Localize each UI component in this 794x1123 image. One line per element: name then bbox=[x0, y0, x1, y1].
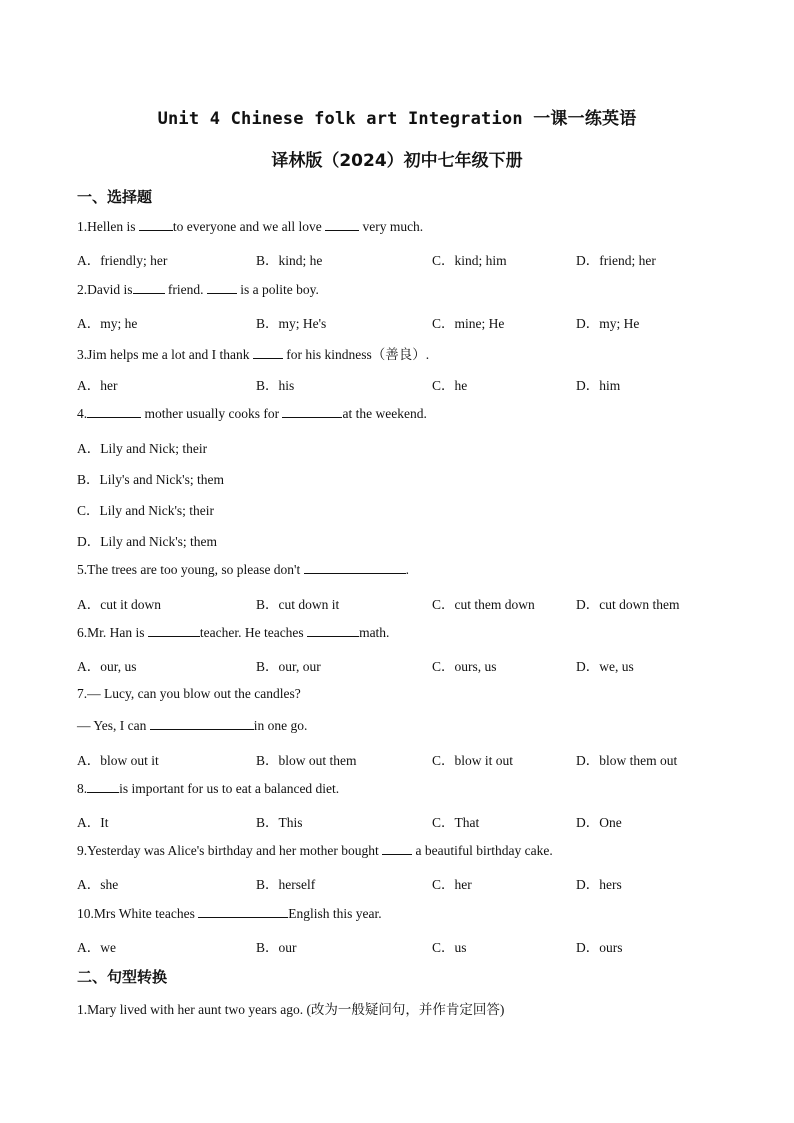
q9-option-d: D．hers bbox=[576, 877, 622, 892]
answer-blank bbox=[253, 346, 283, 359]
q2-option-a: A．my; he bbox=[77, 316, 138, 331]
q9-option-b: B．herself bbox=[256, 877, 316, 892]
q9-text-a: 9.Yesterday was Alice's birthday and her mother bought bbox=[77, 843, 383, 858]
q9-text-b: a beautiful birthday cake. bbox=[412, 843, 553, 858]
answer-blank bbox=[87, 405, 141, 418]
answer-blank bbox=[150, 717, 254, 730]
q9-option-a: A．she bbox=[77, 877, 119, 892]
answer-blank bbox=[307, 624, 359, 637]
q4-text-a: 4. bbox=[77, 406, 88, 421]
q1-text-c: very much. bbox=[359, 219, 424, 234]
q1-text-b: to everyone and we all love bbox=[172, 219, 326, 234]
q5-option-d: D．cut down them bbox=[576, 597, 680, 612]
q2-option-c: C．mine; He bbox=[432, 316, 505, 331]
q3-text-a: 3.Jim helps me a lot and I thank bbox=[77, 347, 253, 362]
q1-option-d: D．friend; her bbox=[576, 253, 656, 268]
question-2 bbox=[77, 281, 319, 298]
q10-option-d: D．ours bbox=[576, 940, 623, 955]
q5-option-a: A．cut it down bbox=[77, 597, 161, 612]
q7-option-d: D．blow them out bbox=[576, 753, 678, 768]
answer-blank bbox=[139, 218, 173, 231]
q6-text-b: teacher. He teaches bbox=[199, 625, 308, 640]
q3-text-b: for his kindness（善良）. bbox=[282, 347, 430, 362]
q6-option-d: D．we, us bbox=[576, 659, 634, 674]
q2-text-c: is a polite boy. bbox=[236, 282, 319, 297]
answer-blank bbox=[207, 281, 237, 294]
question-7-line-2 bbox=[77, 717, 307, 734]
q8-option-c: C．That bbox=[432, 815, 480, 830]
section-heading-choice: 一、选择题 bbox=[77, 188, 153, 206]
q5-text-a: 5.The trees are too young, so please don't bbox=[77, 562, 304, 577]
answer-blank bbox=[304, 561, 406, 574]
question-7-line-1: 7.— Lucy, can you blow out the candles? bbox=[77, 686, 301, 701]
question-6 bbox=[77, 624, 389, 641]
q8-text-b: is important for us to eat a balanced diet. bbox=[119, 781, 340, 796]
q6-text-a: 6.Mr. Han is bbox=[77, 625, 148, 640]
q10-text-a: 10.Mrs White teaches bbox=[77, 906, 199, 921]
title-line-1: Unit 4 Chinese folk art Integration 一课一练英语 bbox=[157, 109, 637, 129]
q3-option-c: C．he bbox=[432, 378, 468, 393]
question-5 bbox=[77, 561, 409, 578]
q7-text-b: in one go. bbox=[253, 718, 308, 733]
q3-option-d: D．him bbox=[576, 378, 621, 393]
answer-blank bbox=[87, 780, 119, 793]
q1-option-b: B．kind; he bbox=[256, 253, 323, 268]
q5-option-b: B．cut down it bbox=[256, 597, 340, 612]
q2-text-a: 2.David is bbox=[77, 282, 133, 297]
q7-option-b: B．blow out them bbox=[256, 753, 357, 768]
section-heading-transform: 二、句型转换 bbox=[77, 968, 168, 986]
transform-question-1: 1.Mary lived with her aunt two years ago. (改为一般疑问句，并作肯定回答) bbox=[77, 1002, 505, 1017]
q2-option-b: B．my; He's bbox=[256, 316, 327, 331]
q7-text-a: — Yes, I can bbox=[77, 718, 150, 733]
q8-text-a: 8. bbox=[77, 781, 88, 796]
question-3 bbox=[77, 343, 429, 363]
q7-option-a: A．blow out it bbox=[77, 753, 159, 768]
q8-option-b: B．This bbox=[256, 815, 303, 830]
q6-option-c: C．ours, us bbox=[432, 659, 497, 674]
q10-option-c: C．us bbox=[432, 940, 467, 955]
q4-text-b: mother usually cooks for bbox=[141, 406, 283, 421]
question-9 bbox=[77, 842, 553, 859]
q6-option-a: A．our, us bbox=[77, 659, 137, 674]
q2-text-b: friend. bbox=[164, 282, 207, 297]
q4-text-c: at the weekend. bbox=[342, 406, 427, 421]
question-8 bbox=[77, 780, 339, 797]
q3-option-b: B．his bbox=[256, 378, 295, 393]
q5-option-c: C．cut them down bbox=[432, 597, 535, 612]
answer-blank bbox=[382, 842, 412, 855]
q1-text-a: 1.Hellen is bbox=[77, 219, 139, 234]
q1-option-a: A．friendly; her bbox=[77, 253, 168, 268]
q5-text-b: . bbox=[405, 562, 409, 577]
q1-option-c: C．kind; him bbox=[432, 253, 507, 268]
answer-blank bbox=[133, 281, 165, 294]
q2-option-d: D．my; He bbox=[576, 316, 640, 331]
question-10 bbox=[77, 905, 382, 922]
title-line-2: 译林版（2024）初中七年级下册 bbox=[271, 151, 523, 171]
q4-option-a: A．Lily and Nick; their bbox=[77, 441, 208, 456]
answer-blank bbox=[148, 624, 200, 637]
q8-option-a: A．It bbox=[77, 815, 109, 830]
q6-option-b: B．our, our bbox=[256, 659, 321, 674]
q10-option-a: A．we bbox=[77, 940, 116, 955]
q6-text-c: math. bbox=[359, 625, 390, 640]
q3-option-a: A．her bbox=[77, 378, 118, 393]
q7-option-c: C．blow it out bbox=[432, 753, 514, 768]
question-4 bbox=[77, 405, 427, 422]
q4-option-d: D．Lily and Nick's; them bbox=[77, 534, 218, 549]
answer-blank bbox=[282, 405, 342, 418]
q4-option-c: C．Lily and Nick's; their bbox=[77, 503, 215, 518]
answer-blank bbox=[325, 218, 359, 231]
q10-option-b: B．our bbox=[256, 940, 297, 955]
question-1 bbox=[77, 218, 423, 235]
answer-blank bbox=[198, 905, 288, 918]
q8-option-d: D．One bbox=[576, 815, 622, 830]
q10-text-b: English this year. bbox=[288, 906, 382, 921]
q4-option-b: B．Lily's and Nick's; them bbox=[77, 472, 224, 487]
q9-option-c: C．her bbox=[432, 877, 472, 892]
